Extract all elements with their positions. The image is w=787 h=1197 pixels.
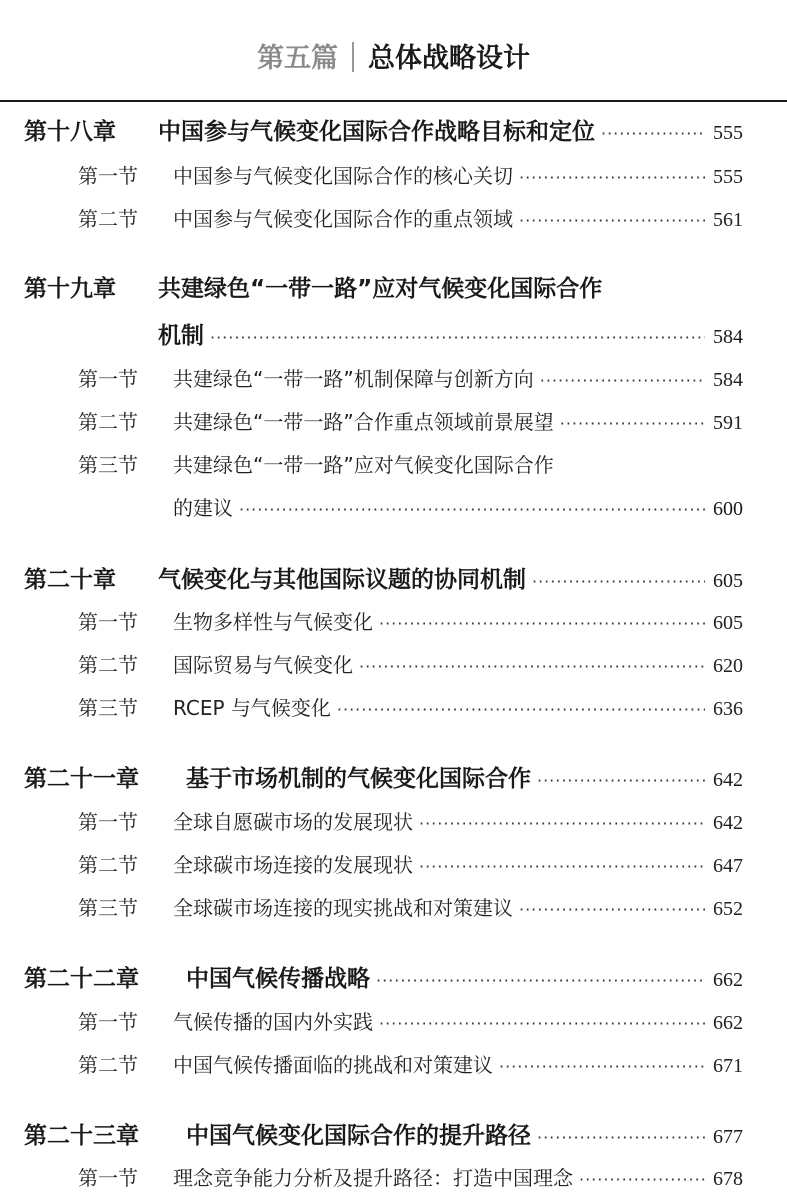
section-title: 全球碳市场连接的现实挑战和对策建议 xyxy=(173,896,513,920)
leader-dots xyxy=(519,211,705,230)
section-number: 第三节 xyxy=(78,696,138,720)
chapter-title: 共建绿色“一带一路”应对气候变化国际合作 xyxy=(158,276,603,302)
leader-dots xyxy=(519,900,705,919)
section-number: 第二节 xyxy=(78,853,138,877)
page-number: 561 xyxy=(713,209,743,231)
toc-section-18-1[interactable] xyxy=(78,160,743,189)
section-title: 共建绿色“一带一路”合作重点领域前景展望 xyxy=(173,410,554,434)
page-number: 678 xyxy=(713,1168,743,1190)
part-title: 总体战略设计 xyxy=(368,43,530,74)
header-rule xyxy=(0,100,787,102)
chapter-title: 基于市场机制的气候变化国际合作 xyxy=(186,766,531,792)
section-title: 理念竞争能力分析及提升路径：打造中国理念 xyxy=(173,1166,573,1190)
section-number: 第三节 xyxy=(78,896,138,920)
leader-dots xyxy=(579,1170,705,1189)
page-number: 677 xyxy=(713,1126,743,1148)
section-title: 中国参与气候变化国际合作的核心关切 xyxy=(173,164,513,188)
leader-dots xyxy=(419,857,705,876)
page-number: 642 xyxy=(713,769,743,791)
section-number: 第三节 xyxy=(78,453,138,477)
chapter-title-continuation: 机制 xyxy=(158,323,204,349)
toc-section-20-1[interactable] xyxy=(78,606,743,635)
toc-section-19-3[interactable] xyxy=(78,449,743,478)
section-title: 中国参与气候变化国际合作的重点领域 xyxy=(173,207,513,231)
page-number: 662 xyxy=(713,1012,743,1034)
leader-dots xyxy=(560,414,705,433)
chapter-title: 中国气候传播战略 xyxy=(186,966,370,992)
leader-dots xyxy=(376,971,705,990)
toc-section-21-2[interactable] xyxy=(78,849,743,878)
leader-dots xyxy=(379,1014,705,1033)
section-title: 气候传播的国内外实践 xyxy=(173,1010,373,1034)
toc-section-23-1[interactable] xyxy=(78,1162,743,1191)
page-number: 600 xyxy=(713,498,743,520)
toc-section-20-3[interactable] xyxy=(78,692,743,721)
leader-dots xyxy=(499,1057,705,1076)
section-title: 全球碳市场连接的发展现状 xyxy=(173,853,413,877)
chapter-title: 中国气候变化国际合作的提升路径 xyxy=(186,1123,531,1149)
section-title: 生物多样性与气候变化 xyxy=(173,610,373,634)
toc-chapter-20[interactable] xyxy=(24,561,743,594)
toc-section-19-3-continuation[interactable] xyxy=(173,492,743,521)
section-title: RCEP 与气候变化 xyxy=(173,696,331,720)
leader-dots xyxy=(532,572,705,591)
page-number: 584 xyxy=(713,326,743,348)
leader-dots xyxy=(337,700,705,719)
toc-chapter-18[interactable] xyxy=(24,113,743,146)
leader-dots xyxy=(239,500,705,519)
leader-dots xyxy=(419,814,705,833)
page-number: 652 xyxy=(713,898,743,920)
page-number: 662 xyxy=(713,969,743,991)
leader-dots xyxy=(537,1128,705,1147)
toc-section-22-2[interactable] xyxy=(78,1049,743,1078)
section-number: 第二节 xyxy=(78,410,138,434)
section-number: 第一节 xyxy=(78,1010,138,1034)
leader-dots xyxy=(379,614,705,633)
section-number: 第二节 xyxy=(78,207,138,231)
leader-dots xyxy=(540,371,705,390)
page-number: 584 xyxy=(713,369,743,391)
leader-dots xyxy=(601,124,705,143)
page-header xyxy=(0,36,787,75)
chapter-number: 第二十二章 xyxy=(24,966,139,992)
section-number: 第二节 xyxy=(78,1053,138,1077)
toc-section-20-2[interactable] xyxy=(78,649,743,678)
page-number: 605 xyxy=(713,570,743,592)
leader-dots xyxy=(537,771,705,790)
page-number: 555 xyxy=(713,122,743,144)
leader-dots xyxy=(519,168,705,187)
header-divider xyxy=(352,42,354,72)
toc-section-19-2[interactable] xyxy=(78,406,743,435)
toc-section-22-1[interactable] xyxy=(78,1006,743,1035)
section-number: 第一节 xyxy=(78,610,138,634)
section-number: 第一节 xyxy=(78,164,138,188)
chapter-number: 第十九章 xyxy=(24,276,116,302)
chapter-title: 气候变化与其他国际议题的协同机制 xyxy=(158,567,526,593)
section-title: 共建绿色“一带一路”应对气候变化国际合作 xyxy=(173,453,554,477)
section-number: 第一节 xyxy=(78,367,138,391)
toc-section-19-1[interactable] xyxy=(78,363,743,392)
page-number: 620 xyxy=(713,655,743,677)
leader-dots xyxy=(210,328,705,347)
toc-section-21-1[interactable] xyxy=(78,806,743,835)
toc-section-21-3[interactable] xyxy=(78,892,743,921)
chapter-title: 中国参与气候变化国际合作战略目标和定位 xyxy=(158,119,595,145)
section-number: 第一节 xyxy=(78,810,138,834)
section-title: 全球自愿碳市场的发展现状 xyxy=(173,810,413,834)
section-title: 共建绿色“一带一路”机制保障与创新方向 xyxy=(173,367,534,391)
page-number: 591 xyxy=(713,412,743,434)
page-number: 647 xyxy=(713,855,743,877)
toc-chapter-19[interactable] xyxy=(24,270,743,303)
chapter-number: 第二十三章 xyxy=(24,1123,139,1149)
chapter-number: 第二十一章 xyxy=(24,766,139,792)
page-number: 605 xyxy=(713,612,743,634)
section-title: 国际贸易与气候变化 xyxy=(173,653,353,677)
section-title-continuation: 的建议 xyxy=(173,496,233,520)
page-number: 636 xyxy=(713,698,743,720)
toc-chapter-22[interactable] xyxy=(24,960,743,993)
chapter-number: 第二十章 xyxy=(24,567,116,593)
page-number: 555 xyxy=(713,166,743,188)
part-label: 第五篇 xyxy=(257,43,338,74)
toc-section-18-2[interactable] xyxy=(78,203,743,232)
section-title: 中国气候传播面临的挑战和对策建议 xyxy=(173,1053,493,1077)
page-number: 671 xyxy=(713,1055,743,1077)
section-number: 第一节 xyxy=(78,1166,138,1190)
toc-chapter-23[interactable] xyxy=(24,1117,743,1150)
leader-dots xyxy=(359,657,705,676)
toc-chapter-21[interactable] xyxy=(24,760,743,793)
toc-chapter-19-continuation[interactable] xyxy=(158,317,743,350)
chapter-number: 第十八章 xyxy=(24,119,116,145)
page-number: 642 xyxy=(713,812,743,834)
section-number: 第二节 xyxy=(78,653,138,677)
